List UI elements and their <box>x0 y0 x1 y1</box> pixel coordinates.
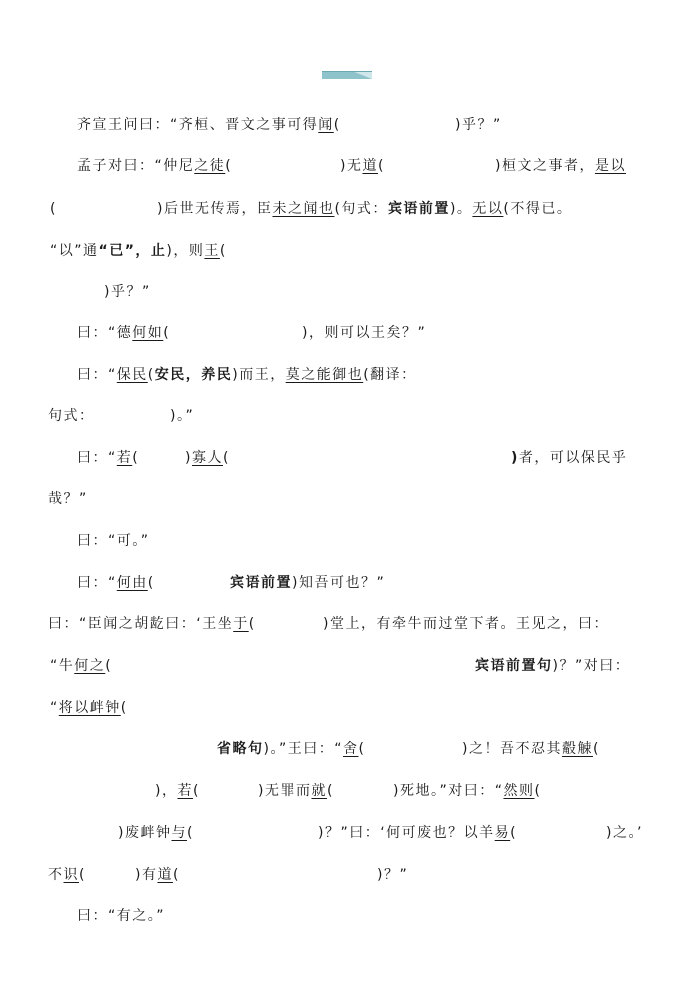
text-line-2-mid <box>340 157 385 175</box>
paren-open: ( <box>120 700 128 716</box>
text: )而王， <box>232 367 286 383</box>
key-word: 之徒 <box>194 158 226 174</box>
text: (不得已。 <box>503 201 573 217</box>
paren-open: ( <box>510 825 518 841</box>
text-line-12 <box>77 574 155 592</box>
text-line-18-end <box>606 824 643 842</box>
paren-open: ( <box>163 325 171 341</box>
key-word: 闻 <box>318 117 334 133</box>
paren-open: ( <box>186 825 194 841</box>
paren-open: ( <box>248 616 256 632</box>
text: )无 <box>340 158 363 174</box>
text-line-14 <box>50 657 112 675</box>
text-line-17-mid <box>258 782 334 800</box>
text: )乎？” <box>455 117 502 133</box>
text-line-18-mid <box>318 824 517 842</box>
text-line-1-end <box>455 116 502 134</box>
text: “牛 <box>50 658 75 674</box>
text-line-1 <box>77 116 341 134</box>
key-word: 然则 <box>503 783 535 799</box>
text: 孟子对曰：“仲尼 <box>77 158 195 174</box>
text-line-4 <box>50 242 227 260</box>
key-word: 未之闻也 <box>272 201 335 217</box>
key-word: 保民 <box>116 367 148 383</box>
text-line-5 <box>104 283 151 301</box>
text-line-19-mid <box>135 866 180 884</box>
key-word: 舍 <box>342 741 359 757</box>
text: )。”王曰：“ <box>263 741 343 757</box>
text: )？”曰：‘何可废也？以羊 <box>318 825 495 841</box>
text: 句式： <box>48 408 95 424</box>
paren-open: ( <box>192 783 200 799</box>
key-word: 道 <box>362 158 378 174</box>
text-line-13 <box>48 615 256 633</box>
bold-term: “已”，止 <box>98 243 167 259</box>
key-word: 道 <box>157 867 173 883</box>
text: (翻译： <box>363 367 417 383</box>
key-word: 何如 <box>132 325 164 341</box>
key-word: 若 <box>177 783 193 799</box>
text-line-11 <box>77 532 150 550</box>
text: (句式： <box>334 201 388 217</box>
text-line-2-end <box>495 157 626 175</box>
bold-term: 安民，养民 <box>154 367 233 383</box>
text: )死地。”对曰：“ <box>393 783 504 799</box>
text-line-16-end <box>462 740 600 758</box>
text-line-10 <box>48 490 88 508</box>
text: )？”对曰： <box>552 658 631 674</box>
text: )有 <box>135 867 158 883</box>
text: 者，可以保民乎 <box>518 450 628 466</box>
text: 曰：“ <box>77 367 117 383</box>
text: 哉？” <box>48 491 88 507</box>
text-line-15 <box>50 699 128 717</box>
paren-open: ( <box>105 658 113 674</box>
text: ) <box>511 450 519 466</box>
text: 曰：“可。” <box>77 533 150 549</box>
text-line-16 <box>217 740 365 758</box>
text: ) <box>185 450 192 466</box>
key-word: 于 <box>233 616 249 632</box>
text-line-17-end <box>393 782 541 800</box>
text: 曰：“有之。” <box>77 908 166 924</box>
key-word: 何由 <box>116 575 148 591</box>
text: )废衅钟 <box>118 825 172 841</box>
text: 曰：“德 <box>77 325 133 341</box>
text: 齐宣王问曰：“齐桓、晋文之事可得 <box>77 117 319 133</box>
paren-open: ( <box>172 867 180 883</box>
key-word: 是以 <box>594 158 626 174</box>
key-word: 将以衅钟 <box>58 700 121 716</box>
paren-open: ( <box>79 867 86 883</box>
text: )之。’ <box>606 825 643 841</box>
text-line-12-end <box>230 574 385 592</box>
key-word: 觳觫 <box>561 741 593 757</box>
text-line-6 <box>77 324 170 342</box>
text-line-9 <box>77 449 139 467</box>
text: 曰：“ <box>77 450 117 466</box>
key-word: 何之 <box>74 658 106 674</box>
text: )后世无传焉，臣 <box>157 201 273 217</box>
text: 曰：“ <box>77 575 117 591</box>
text-line-7 <box>77 366 417 384</box>
text-line-18 <box>118 824 194 842</box>
text: )之！吾不忍其 <box>462 741 562 757</box>
bold-term: 宾语前置 <box>230 575 292 591</box>
text-line-8-end <box>170 407 194 425</box>
paren-open: ( <box>50 201 57 217</box>
bold-term: 省略句 <box>217 741 264 757</box>
paren-open: ( <box>225 158 233 174</box>
paren-open: ( <box>147 367 155 383</box>
text-line-17 <box>155 782 200 800</box>
paren-open: ( <box>592 741 600 757</box>
paren-open: ( <box>219 243 227 259</box>
key-word: 识 <box>63 867 79 883</box>
bold-term: 宾语前置句 <box>475 658 553 674</box>
text: “以”通 <box>50 243 99 259</box>
text: “ <box>50 700 59 716</box>
text-line-2 <box>77 157 232 175</box>
paren-open: ( <box>358 741 366 757</box>
key-word: 就 <box>311 783 327 799</box>
text-line-8 <box>48 407 95 425</box>
key-word: 莫之能御也 <box>285 367 364 383</box>
paren-open: ( <box>333 117 341 133</box>
text-line-20 <box>77 907 165 925</box>
text: )堂上，有牵牛而过堂下者。王见之，曰： <box>323 616 609 632</box>
text-line-9-end <box>511 449 627 467</box>
text-line-6-end <box>302 324 426 342</box>
text-line-14-end <box>475 657 630 675</box>
key-word: 王 <box>204 243 220 259</box>
key-word: 与 <box>171 825 187 841</box>
text: )。” <box>170 408 195 424</box>
paren-open: ( <box>147 575 155 591</box>
bold-term: 宾语前置 <box>387 201 450 217</box>
text: )。 <box>449 201 473 217</box>
text: 不 <box>48 867 64 883</box>
paren-open: ( <box>377 158 385 174</box>
text-line-3 <box>157 200 572 218</box>
text: )知吾可也？” <box>292 575 386 591</box>
text: )无罪而 <box>258 783 312 799</box>
text: )？” <box>377 867 409 883</box>
key-word: 易 <box>494 825 511 841</box>
key-word: 若 <box>116 450 133 466</box>
paren-open: ( <box>132 450 140 466</box>
paren-open: ( <box>534 783 542 799</box>
key-word: 无以 <box>472 201 504 217</box>
text-line-9-mid <box>185 449 230 467</box>
text-line-19-end <box>377 866 408 884</box>
header-decoration <box>322 71 372 79</box>
text: 曰：“臣闻之胡龁曰：‘王坐 <box>48 616 234 632</box>
paren-open: ( <box>222 450 230 466</box>
text: )桓文之事者， <box>495 158 595 174</box>
paren-open: ( <box>326 783 334 799</box>
text-line-13-end <box>323 615 609 633</box>
text: )乎？” <box>104 284 151 300</box>
text-line-19 <box>48 866 86 884</box>
text: )，则可以王矣？” <box>302 325 427 341</box>
text: )， <box>155 783 178 799</box>
text-line-3-start <box>50 200 57 218</box>
text: )，则 <box>166 243 205 259</box>
key-word: 寡人 <box>191 450 223 466</box>
